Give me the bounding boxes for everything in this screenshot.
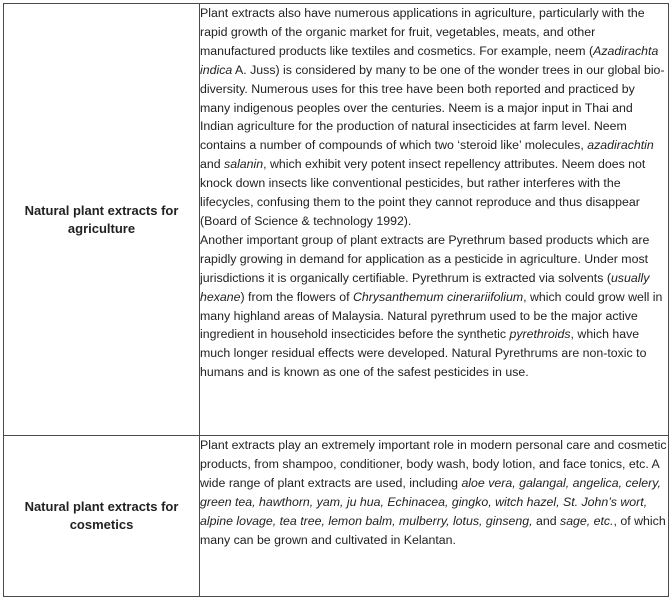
paragraph-pyrethrum [200, 231, 668, 382]
text-run: , which could grow well in many highland areas of Malaysia. Natural pyrethrum used to be the major active ingredient in household insecticides before the synthetic [200, 289, 663, 342]
text-run: , which have much longer residual effects were developed. Natural Pyrethrums are non-toxic to humans and is known as one of the safest pesticides in use. [200, 327, 647, 380]
paragraph-neem [200, 4, 668, 231]
text-run: Plant extracts also have numerous applications in agriculture, particularly with the rapid growth of the organic market for fruit, vegetables, meats, and other manufactured products like textiles and cosmetics. For example, neem ( [200, 6, 645, 58]
row-text-cell [200, 436, 669, 597]
italic-text-run: aloe vera, galangal, angelica, celery, green tea, hawthorn, yam, ju hua, Echinacea, gingko, witch hazel, St. John’s wort, alpine lovage, tea tree, lemon balm, mulberry, lotus, ginseng, [200, 475, 661, 528]
table-row-cosmetics [4, 436, 669, 597]
text-run: and [200, 157, 225, 172]
text-run: , which exhibit very potent insect repellency attributes. Neem does not knock down insects like conventional pesticides, but rather interferes with the lifecycles, confusing them to the point they cannot reproduce and thus disappear (Board of Science & technology 1992). [200, 157, 646, 228]
row-text-cell [200, 4, 669, 436]
text-run: A. Juss) is considered by many to be one of the wonder trees in our global bio-diversity. Numerous uses for this tree have been both reported and practiced by many indigenous peoples over the centuries. Neem is a major input in Thai and Indian agriculture for the production of natural insecticides at farm level. Neem contains a number of compounds of which two ‘steroid like’ molecules, [200, 62, 665, 153]
text-run: and [532, 513, 561, 528]
text-run: ) from the flowers of [240, 289, 353, 304]
italic-text-run: Chrysanthemum cinerariifolium [353, 289, 524, 304]
paragraph-cosmetics [200, 436, 668, 549]
content-table [3, 3, 669, 597]
italic-text-run: azadirachtin [587, 138, 654, 153]
row-label-agriculture: Natural plant extracts for agriculture [24, 202, 179, 236]
italic-text-run: Azadirachta indica [200, 43, 659, 77]
row-label-cell [4, 4, 200, 436]
table-row-agriculture [4, 4, 669, 436]
text-run: Plant extracts play an extremely important role in modern personal care and cosmetic products, from shampoo, conditioner, body wash, body lotion, and face tonics, etc. A wide range of plant extracts are used, including [200, 438, 667, 490]
text-run: , of which many can be grown and cultivated in Kelantan. [200, 513, 666, 547]
row-label-cell [4, 436, 200, 597]
text-run: Another important group of plant extracts are Pyrethrum based products which are rapidly growing in demand for application as a pesticide in agriculture. Under most jurisdictions it is organically certifiable. Pyrethrum is extracted via solvents ( [200, 232, 650, 285]
italic-text-run: salanin [224, 157, 264, 172]
italic-text-run: usually hexane [200, 270, 650, 304]
row-label-cosmetics: Natural plant extracts for cosmetics [24, 499, 179, 532]
italic-text-run: pyrethroids [509, 327, 571, 342]
italic-text-run: sage, etc. [560, 513, 614, 528]
